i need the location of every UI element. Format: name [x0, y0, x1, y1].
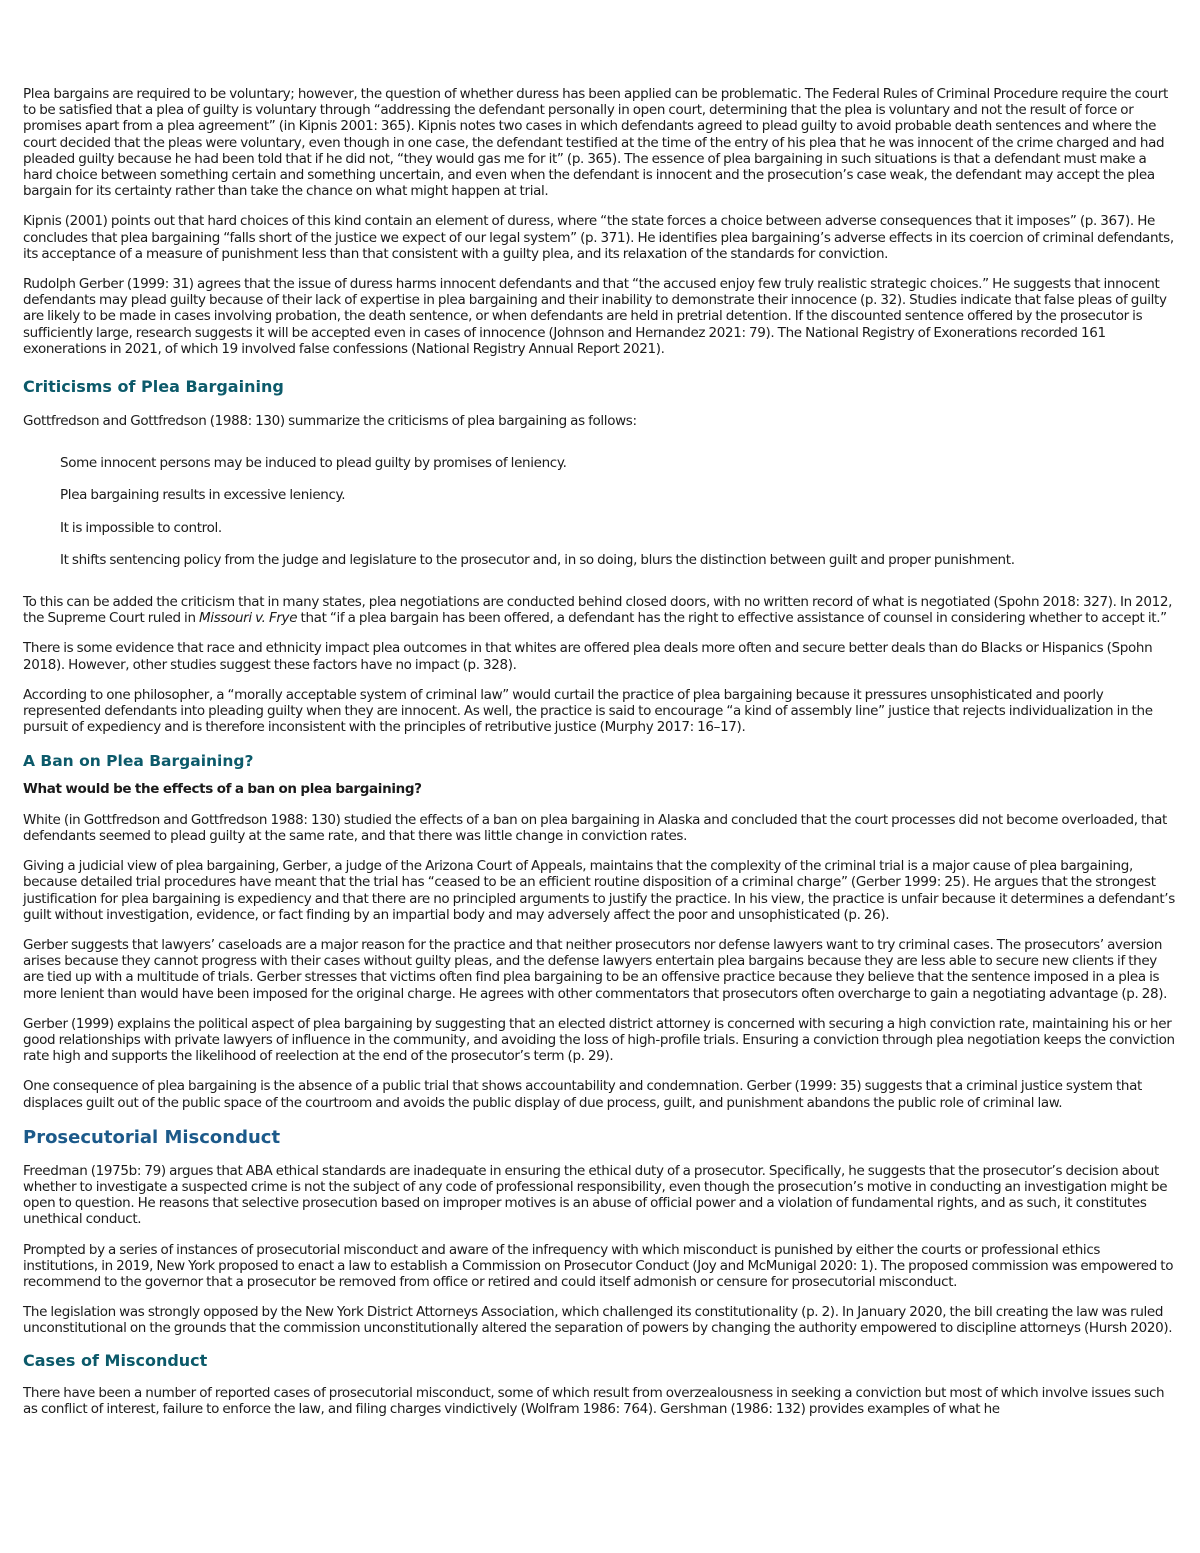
- paragraph-philosopher-view: According to one philosopher, a “morally acceptable system of criminal law” would curtail the practice of plea bargaining because it pressures unsophisticated and poorly represented defendants into pleading guilty when they are innocent. As well, the practice is said to encourage “a kind of assembly line” justice that rejects individualization in the pursuit of expediency and is therefore inconsistent with the principles of retributive justice (Murphy 2017: 16–17).: [23, 686, 1153, 736]
- heading-ban-on-plea-bargaining: A Ban on Plea Bargaining?: [23, 752, 254, 771]
- list-item: Some innocent persons may be induced to plead guilty by promises of leniency.: [60, 455, 567, 472]
- paragraph-caseloads: Gerber suggests that lawyers’ caseloads are a major reason for the practice and that neither prosecutors nor defense lawyers want to try criminal cases. The prosecutors’ aversion arises because they cannot progress with their cases without guilty pleas, and the defense lawyers entertain plea bargains because they are less able to secure new clients if they are tied up with a multitude of trials. Gerber stresses that victims often find plea bargaining to be an offensive practice because they believe that the sentence imposed in a plea is more lenient than would have been imposed for the original charge. He agrees with other commentators that prosecutors often overcharge to gain a negotiating advantage (p. 28).: [23, 936, 1168, 1002]
- paragraph-gerber-duress: Rudolph Gerber (1999: 31) agrees that the issue of duress harms innocent defendants and that “the accused enjoy few truly realistic strategic choices.” He suggests that innocent defendants may plead guilty because of their lack of expertise in plea bargaining and their inability to demonstrate their innocence (p. 32). Studies indicate that false pleas of guilty are likely to be made in cases involving probation, the death sentence, or when defendants are held in pretrial detention. If the discounted sentence offered by the prosecutor is sufficiently large, research suggests it will be accepted even in cases of innocence (Johnson and Hernandez 2021: 79). The National Registry of Exonerations recorded 161 exonerations in 2021, of which 19 involved false confessions (National Registry Annual Report 2021).: [23, 276, 1167, 357]
- paragraph-judicial-view: Giving a judicial view of plea bargaining, Gerber, a judge of the Arizona Court of Appeals, maintains that the complexity of the criminal trial is a major cause of plea bargaining, because detailed trial procedures have meant that the trial has “ceased to be an efficient routine disposition of a criminal charge” (Gerber 1999: 25). He argues that the strongest justification for plea bargaining is expediency and that there are no principled arguments to justify the practice. In his view, the practice is unfair because it determines a defendant’s guilt without investigation, evidence, or fact finding by an impartial body and may adversely affect the poor and unsophisticated (p. 26).: [23, 858, 1175, 923]
- heading-criticisms: Criticisms of Plea Bargaining: [23, 377, 284, 397]
- frye-text-before: To this can be added the criticism that in many states, plea negotiations are conducted behind closed doors, with no written record of what is negotiated (Spohn 2018: 327). In 2012, the Supreme Court ruled in: [23, 594, 1173, 627]
- list-item: Plea bargaining results in excessive leniency.: [60, 487, 346, 504]
- criticisms-list: [23, 455, 1176, 568]
- list-item: It shifts sentencing policy from the judge and legislature to the prosecutor and, in so doing, blurs the distinction between guilt and proper punishment.: [60, 551, 1015, 568]
- frye-text-after: that “if a plea bargain has been offered, a defendant has the right to effective assistance of counsel in considering whether to accept it.”: [297, 610, 1167, 627]
- paragraph-missouri-v-frye: [23, 594, 1176, 626]
- paragraph-political-aspect: Gerber (1999) explains the political aspect of plea bargaining by suggesting that an elected district attorney is concerned with securing a high conviction rate, maintaining his or her good relationships with private lawyers of influence in the community, and avoiding the loss of high-profile trials. Ensuring a conviction through plea negotiation keeps the conviction rate high and supports the likelihood of reelection at the end of the prosecutor’s term (p. 29).: [23, 1015, 1175, 1065]
- paragraph-criticisms-intro: Gottfredson and Gottfredson (1988: 130) summarize the criticisms of plea bargaining as follows:: [23, 413, 637, 430]
- subheading-ban-question: What would be the effects of a ban on plea bargaining?: [23, 781, 422, 798]
- paragraph-legislation-opposed: The legislation was strongly opposed by the New York District Attorneys Association, which challenged its constitutionality (p. 2). In January 2020, the bill creating the law was ruled unconstitutional on the grounds that the commission unconstitutionally altered the separation of powers by changing the authority empowered to discipline attorneys (Hursh 2020).: [23, 1304, 1173, 1337]
- paragraph-new-york-commission: Prompted by a series of instances of prosecutorial misconduct and aware of the infrequency with which misconduct is punished by either the courts or professional ethics institutions, in 2019, New York proposed to enact a law to establish a Commission on Prosecutor Conduct (Joy and McMunigal 2020: 1). The proposed commission was empowered to recommend to the governor that a prosecutor be removed from office or retired and could itself admonish or censure for prosecutorial misconduct.: [23, 1241, 1174, 1290]
- paragraph-public-trial: One consequence of plea bargaining is the absence of a public trial that shows accountability and condemnation. Gerber (1999: 35) suggests that a criminal justice system that displaces guilt out of the public space of the courtroom and avoids the public display of due process, guilt, and punishment abandons the public role of criminal law.: [23, 1078, 1142, 1111]
- heading-prosecutorial-misconduct: Prosecutorial Misconduct: [23, 1126, 281, 1148]
- heading-cases-of-misconduct: Cases of Misconduct: [23, 1350, 208, 1370]
- case-name-italic: Missouri v. Frye: [199, 610, 298, 627]
- list-item: It is impossible to control.: [60, 519, 222, 536]
- paragraph-alaska-ban: White (in Gottfredson and Gottfredson 1988: 130) studied the effects of a ban on plea bargaining in Alaska and concluded that the court processes did not become overloaded, that defendants seemed to plead guilty at the same rate, and that there was little change in conviction rates.: [23, 811, 1168, 844]
- paragraph-reported-cases: There have been a number of reported cases of prosecutorial misconduct, some of which result from overzealousness in seeking a conviction but most of which involve issues such as conflict of interest, failure to enforce the law, and filing charges vindictively (Wolfram 1986: 764). Gershman (1986: 132) provides examples of what he: [23, 1384, 1165, 1417]
- paragraph-freedman-aba: Freedman (1975b: 79) argues that ABA ethical standards are inadequate in ensuring the ethical duty of a prosecutor. Specifically, he suggests that the prosecutor’s decision about whether to investigate a suspected crime is not the subject of any code of professional responsibility, even though the prosecution’s motive in conducting an investigation might be open to question. He reasons that selective prosecution based on improper motives is an abuse of official power and a violation of fundamental rights, and as such, it constitutes unethical conduct.: [23, 1162, 1168, 1228]
- paragraph-duress-voluntariness: Plea bargains are required to be voluntary; however, the question of whether duress has been applied can be problematic. The Federal Rules of Criminal Procedure require the court to be satisfied that a plea of guilty is voluntary through “addressing the defendant personally in open court, determining that the plea is voluntary and not the result of force or promises apart from a plea agreement” (in Kipnis 2001: 365). Kipnis notes two cases in which defendants agreed to plead guilty to avoid probable death sentences and where the court decided that the pleas were voluntary, even though in one case, the defendant testified at the time of the entry of his plea that he was innocent of the crime charged and had pleaded guilty because he had been told that if he did not, “they would gas me for it” (p. 365). The essence of plea bargaining in such situations is that a defendant must make a hard choice between something certain and something uncertain, and even when the defendant is innocent and the prosecution’s case weak, the defendant may accept the plea bargain for its certainty rather than take the chance on what might happen at trial.: [23, 86, 1168, 200]
- paragraph-kipnis-hard-choices: Kipnis (2001) points out that hard choices of this kind contain an element of duress, where “the state forces a choice between adverse consequences that it imposes” (p. 367). He concludes that plea bargaining “falls short of the justice we expect of our legal system” (p. 371). He identifies plea bargaining’s adverse effects in its coercion of criminal defendants, its acceptance of a measure of punishment less than that consistent with a guilty plea, and its relaxation of the standards for conviction.: [23, 213, 1174, 262]
- paragraph-race-ethnicity: There is some evidence that race and ethnicity impact plea outcomes in that whites are offered plea deals more often and secure better deals than do Blacks or Hispanics (Spohn 2018). However, other studies suggest these factors have no impact (p. 328).: [23, 640, 1153, 673]
